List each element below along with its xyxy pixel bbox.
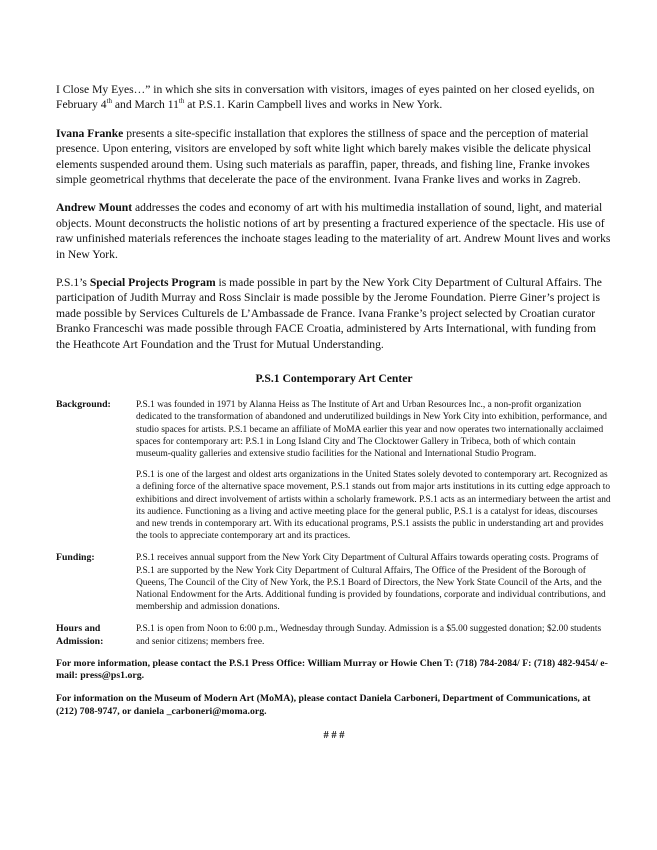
ps1-press-contact: For more information, please contact the P.S.1 Press Office: William Murray or Howie Chen T: (718) 784-2084/ F: (718) 482-9454/ e-mail: press@ps1.org. xyxy=(56,657,608,682)
hours-text: P.S.1 is open from Noon to 6:00 p.m., Wednesday through Sunday. Admission is a $5.00 suggested donation; $2.00 students and senior citizens; members free. xyxy=(136,624,602,647)
background-content xyxy=(136,399,612,542)
paragraph-special-projects xyxy=(56,275,612,352)
artist-name: Andrew Mount xyxy=(56,201,133,215)
funding-row xyxy=(56,552,612,613)
text-segment: and March 11 xyxy=(112,98,179,112)
moma-contact: For information on the Museum of Modern Art (MoMA), please contact Daniela Carboneri, Department of Communications, at (212) 708-9747, or daniela _carboneri@moma.org. xyxy=(56,692,591,717)
text-segment: presents a site-specific installation that explores the stillness of space and the perception of material presence. Upon entering, visitors are enveloped by soft white light which barely makes visible the delicate physical elements suspended around them. Using such materials as paraffin, paper, threads, and fishing line, Franke invokes simple geometrical rhythms that decelerate the pace of the environment. Ivana Franke lives and works in Zagreb. xyxy=(56,126,592,187)
background-text-1: P.S.1 was founded in 1971 by Alanna Heiss as The Institute of Art and Urban Resources Inc., a non-profit organization dedicated to the transformation of abandoned and underutilized buildings in New York City into exhibition, performance, and studio spaces for artists. P.S.1 became an affiliate of MoMA earlier this year and now operates two internationally acclaimed spaces for contemporary art: P.S.1 in Long Island City and The Clocktower Gallery in Tribeca, both of which contain museum-quality galleries and extensive studio facilities for the National and International Studio Program. xyxy=(136,400,607,459)
program-name: Special Projects Program xyxy=(89,276,216,290)
hours-label-line-1: Hours and xyxy=(56,623,101,635)
end-mark: # # # xyxy=(323,730,345,742)
superscript: th xyxy=(106,97,113,106)
hours-label-line-2: Admission: xyxy=(56,635,104,647)
hours-label xyxy=(56,623,136,647)
text-segment: addresses the codes and economy of art with his multimedia installation of sound, light, and material objects. Mount deconstructs the holistic notions of art by presenting a fractured experience of the spectacle. His use of raw unfinished materials references the inchoate stages leading to the materiality of art. Andrew Mount lives and works in New York. xyxy=(56,201,611,261)
artist-name: Ivana Franke xyxy=(56,126,124,140)
paragraph-karin-campbell xyxy=(56,82,612,113)
funding-content xyxy=(136,552,612,613)
background-label: Background: xyxy=(56,399,111,411)
funding-text: P.S.1 receives annual support from the New York City Department of Cultural Affairs towards operating costs. Programs of P.S.1 are supported by the New York City Department of Cultural Affairs, The Office of the President of the Borough of Queens, The Council of the City of New York, the P.S.1 Board of Directors, the New York State Council of the Arts, and the National Endowment for the Arts. Additional funding is provided by foundations, corporate and individual contributions, and membership and admission donations. xyxy=(136,553,606,613)
background-row xyxy=(56,399,612,542)
background-text-2: P.S.1 is one of the largest and oldest arts organizations in the United States solely devoted to contemporary art. Recognized as a defining force of the alternative space movement, P.S.1 stands out from major arts institutions in its cutting edge approach to exhibitions and direct involvement of artists within a scholarly framework. P.S.1 acts as an intermediary between the artist and its audience. Functioning as a living and active meeting place for the general public, P.S.1 is a catalyst for ideas, discourses and new trends in contemporary art. With its educational programs, P.S.1 assists the public in understanding art and provides the tools to appreciate contemporary art and its practices. xyxy=(136,470,611,542)
section-title: P.S.1 Contemporary Art Center xyxy=(255,372,413,386)
funding-label: Funding: xyxy=(56,552,95,564)
paragraph-andrew-mount xyxy=(56,200,612,262)
text-segment: I Close My Eyes…” in which she sits in conversation with visitors, images of eyes painted on her closed eyelids, on February 4 xyxy=(56,83,595,112)
press-release-page xyxy=(56,82,612,741)
text-segment: P.S.1’s xyxy=(56,276,90,290)
hours-content xyxy=(136,623,612,647)
hours-row xyxy=(56,623,612,647)
paragraph-ivana-franke xyxy=(56,126,612,188)
text-segment: at P.S.1. Karin Campbell lives and works in New York. xyxy=(184,98,443,112)
superscript: th xyxy=(178,97,185,106)
text-segment: is made possible in part by the New York City Department of Cultural Affairs. The participation of Judith Murray and Ross Sinclair is made possible by the Jerome Foundation. Pierre Giner’s project is made possible by Services Culturels de L’Ambassade de France. Ivana Franke’s project selected by Croatian curator Branko Franceschi was made possible through FACE Croatia, administered by Arts International, with funding from the Heathcote Art Foundation and the Trust for Mutual Understanding. xyxy=(56,276,602,351)
